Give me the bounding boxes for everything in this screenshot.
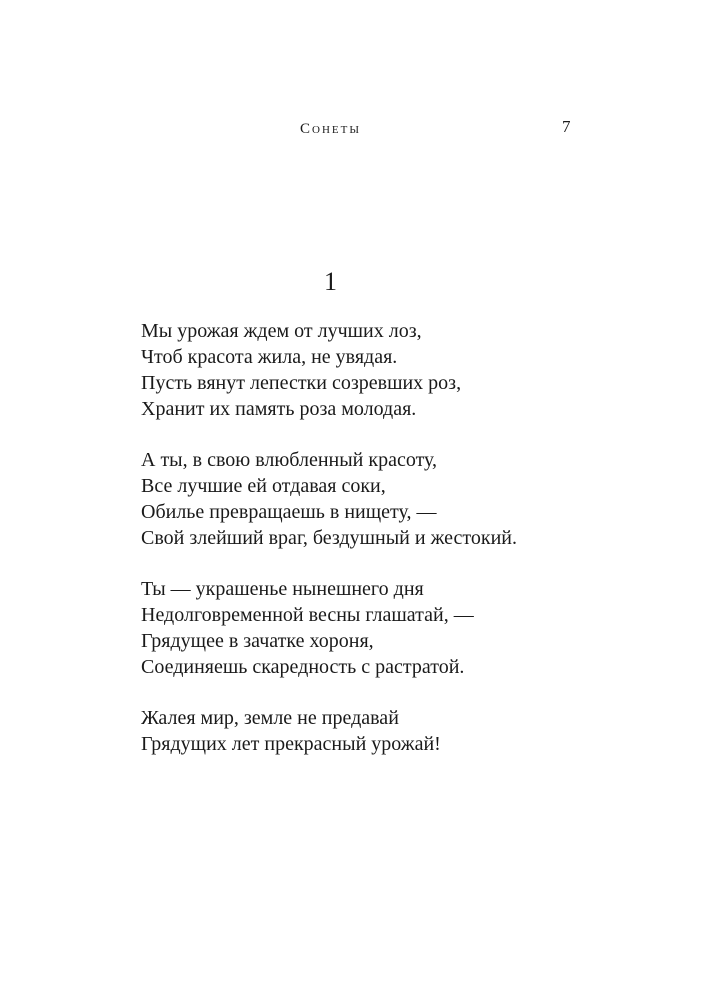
poem-line: Недолговременной весны глашатай, — <box>141 604 474 626</box>
page-number: 7 <box>562 117 571 136</box>
poem-line: А ты, в свою влюбленный красоту, <box>141 449 438 471</box>
sonnet-number: 1 <box>324 267 337 296</box>
poem-line: Грядущее в зачатке хороня, <box>141 630 374 652</box>
poem-line: Ты — украшенье нынешнего дня <box>141 578 424 600</box>
poem-line: Чтоб красота жила, не увядая. <box>141 346 398 368</box>
poem-body <box>141 318 661 782</box>
poem-line: Все лучшие ей отдавая соки, <box>141 475 386 497</box>
poem-line: Хранит их память роза молодая. <box>141 398 417 420</box>
poem-line: Жалея мир, земле не предавай <box>141 707 399 729</box>
poem-line: Пусть вянут лепестки созревших роз, <box>141 372 462 394</box>
poem-line: Обилье превращаешь в нищету, — <box>141 501 437 523</box>
stanza-2 <box>141 447 661 551</box>
stanza-1 <box>141 318 661 422</box>
poem-line: Мы урожая ждем от лучших лоз, <box>141 320 422 342</box>
poem-line: Грядущих лет прекрасный урожай! <box>141 733 441 755</box>
poem-line: Соединяешь скаредность с растратой. <box>141 656 465 678</box>
stanza-3 <box>141 576 661 680</box>
running-title: Сонеты <box>300 121 361 137</box>
stanza-4 <box>141 705 661 757</box>
poem-line: Свой злейший враг, бездушный и жестокий. <box>141 527 517 549</box>
